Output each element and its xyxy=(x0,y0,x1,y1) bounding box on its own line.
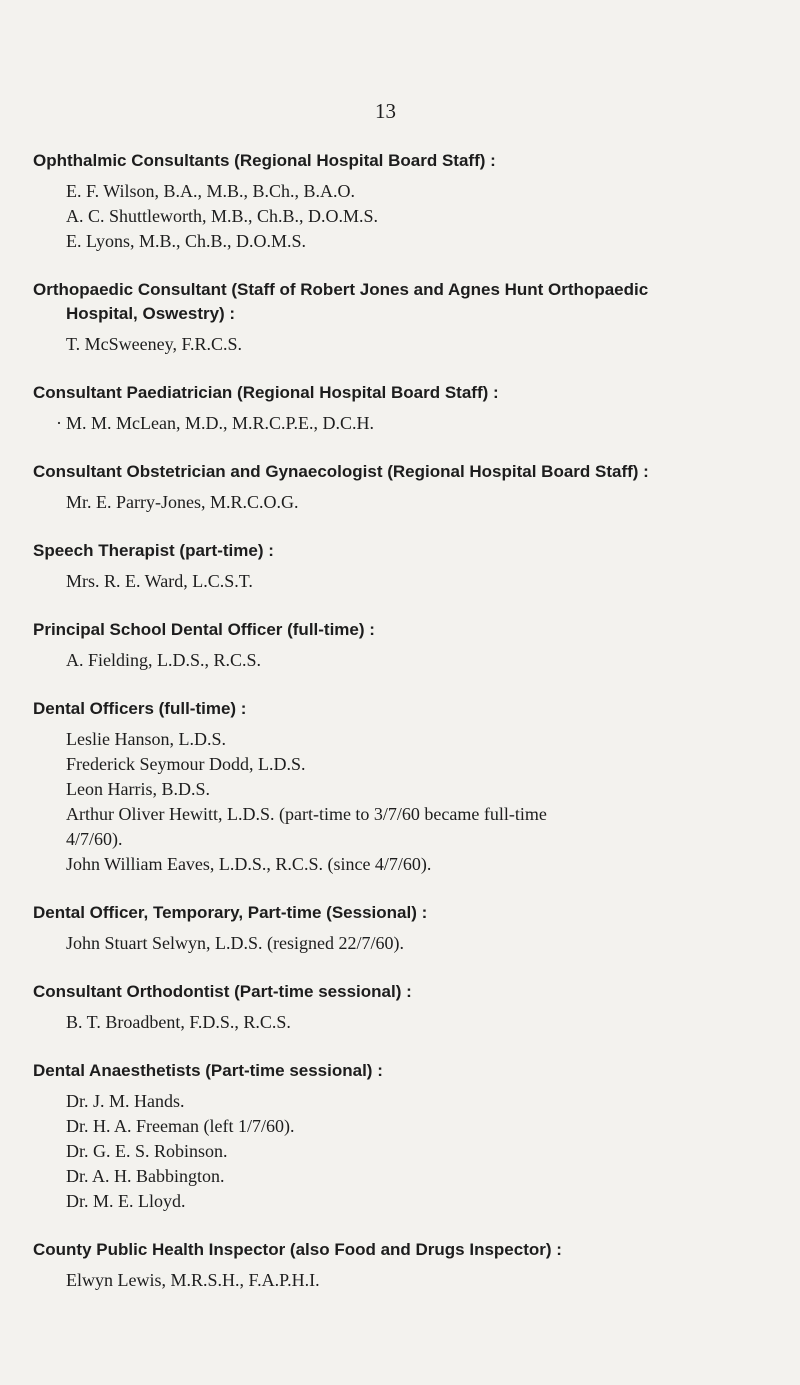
staff-entry: Leon Harris, B.D.S. xyxy=(66,779,210,799)
staff-entry: Mr. E. Parry-Jones, M.R.C.O.G. xyxy=(66,492,299,512)
staff-entry: B. T. Broadbent, F.D.S., R.C.S. xyxy=(66,1012,291,1032)
section-dental-officer-temporary xyxy=(33,901,793,956)
staff-entry: · M. M. McLean, M.D., M.R.C.P.E., D.C.H. xyxy=(56,413,375,433)
section-public-health-inspector xyxy=(33,1238,793,1293)
section-heading: County Public Health Inspector (also Food and Drugs Inspector) : xyxy=(33,1240,562,1259)
staff-entry: Frederick Seymour Dodd, L.D.S. xyxy=(66,754,306,774)
page-number: 13 xyxy=(375,99,396,123)
section-principal-dental-officer xyxy=(33,618,793,673)
section-heading-continuation: Hospital, Oswestry) : xyxy=(66,304,236,323)
section-heading: Dental Officers (full-time) : xyxy=(33,699,247,718)
staff-entry: A. C. Shuttleworth, M.B., Ch.B., D.O.M.S. xyxy=(66,206,379,226)
section-ophthalmic xyxy=(33,149,793,254)
staff-entry: Dr. M. E. Lloyd. xyxy=(66,1191,186,1211)
section-paediatrician xyxy=(33,381,793,436)
section-dental-officers xyxy=(33,697,793,877)
section-heading: Speech Therapist (part-time) : xyxy=(33,541,274,560)
section-orthopaedic xyxy=(33,278,793,357)
section-speech-therapist xyxy=(33,539,793,594)
section-obstetrician xyxy=(33,460,793,515)
staff-entry: Dr. H. A. Freeman (left 1/7/60). xyxy=(66,1116,295,1136)
staff-entry: E. F. Wilson, B.A., M.B., B.Ch., B.A.O. xyxy=(66,181,356,201)
stray-mark: · xyxy=(56,413,62,433)
staff-entry-continuation: 4/7/60). xyxy=(66,829,123,849)
section-heading-line: Orthopaedic Consultant (Staff of Robert Jones and Agnes Hunt Orthopaedic xyxy=(33,280,649,299)
staff-entry: T. McSweeney, F.R.C.S. xyxy=(66,334,243,354)
section-heading: Ophthalmic Consultants (Regional Hospital Board Staff) : xyxy=(33,151,496,170)
staff-entry: Mrs. R. E. Ward, L.C.S.T. xyxy=(66,571,253,591)
section-heading: Principal School Dental Officer (full-time) : xyxy=(33,620,375,639)
section-heading: Dental Anaesthetists (Part-time sessional) : xyxy=(33,1061,383,1080)
section-heading xyxy=(33,278,793,326)
staff-entry: Elwyn Lewis, M.R.S.H., F.A.P.H.I. xyxy=(66,1270,320,1290)
staff-entry: John William Eaves, L.D.S., R.C.S. (since 4/7/60). xyxy=(66,854,432,874)
staff-entry: Dr. J. M. Hands. xyxy=(66,1091,185,1111)
staff-entry: E. Lyons, M.B., Ch.B., D.O.M.S. xyxy=(66,231,307,251)
document-body xyxy=(33,149,793,1317)
staff-entry: Dr. G. E. S. Robinson. xyxy=(66,1141,228,1161)
section-dental-anaesthetists xyxy=(33,1059,793,1214)
staff-entry: Arthur Oliver Hewitt, L.D.S. (part-time to 3/7/60 became full-time 4/7/60). xyxy=(66,802,793,852)
section-heading: Dental Officer, Temporary, Part-time (Sessional) : xyxy=(33,903,428,922)
staff-entry: John Stuart Selwyn, L.D.S. (resigned 22/7/60). xyxy=(66,933,404,953)
section-heading: Consultant Orthodontist (Part-time sessional) : xyxy=(33,982,412,1001)
section-heading: Consultant Paediatrician (Regional Hospital Board Staff) : xyxy=(33,383,499,402)
staff-entry: Dr. A. H. Babbington. xyxy=(66,1166,225,1186)
staff-entry: A. Fielding, L.D.S., R.C.S. xyxy=(66,650,262,670)
section-heading: Consultant Obstetrician and Gynaecologist (Regional Hospital Board Staff) : xyxy=(33,462,649,481)
staff-entry: Leslie Hanson, L.D.S. xyxy=(66,729,226,749)
section-orthodontist xyxy=(33,980,793,1035)
